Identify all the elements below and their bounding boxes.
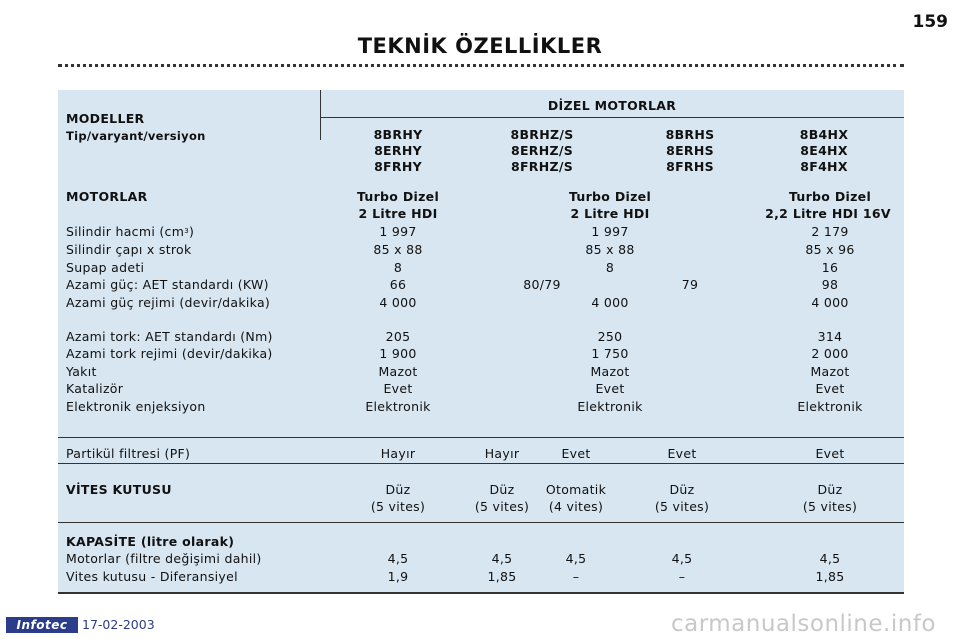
engine-type: Turbo Dizel [356,189,440,204]
row-value: 85 x 96 [805,242,855,257]
row-value: 4,5 [565,551,587,566]
row-label: Silindir hacmi $(cm^3)$ [66,224,195,239]
row-value: Evet [561,446,591,461]
model-code: 8ERHZ/S [510,143,574,158]
row-value: 1 900 [379,346,417,361]
row-label: Yakıt [66,364,97,379]
row-label: Katalizör [66,381,124,396]
row-value: 4,5 [387,551,409,566]
engine-name: 2,2 Litre HDI 16V [765,206,891,221]
model-code: 8E4HX [800,143,848,158]
model-code: 8FRHS [666,159,714,174]
page-number: 159 [912,12,948,32]
engines-divider [58,437,904,438]
row-value: 1,85 [815,569,845,584]
watermark: carmanualsonline.info [670,611,936,637]
row-value: 79 [681,277,699,292]
row-value: Düz [669,482,695,497]
row-value: Düz [817,482,843,497]
row-value: (5 vites) [474,499,530,514]
row-value: Elektronik [577,399,643,414]
row-value: 1 997 [591,224,629,239]
row-value: 314 [817,329,843,344]
dotted-divider [58,64,904,67]
row-value: 250 [597,329,623,344]
models-label: MODELLER [66,111,145,126]
row-value: Mazot [590,364,630,379]
row-value: – [572,569,580,584]
row-value: Düz [489,482,515,497]
model-code: 8ERHY [374,143,422,158]
row-value: 66 [389,277,407,292]
row-value: 4 000 [591,295,629,310]
engines-label: MOTORLAR [66,189,148,204]
row-value: 4,5 [491,551,513,566]
row-label: Supap adeti [66,260,145,275]
row-label: Elektronik enjeksiyon [66,399,206,414]
engine-type: Turbo Dizel [568,189,652,204]
row-label: Azami tork: AET standardı (Nm) [66,329,273,344]
model-code: 8B4HX [799,127,849,142]
row-label: Motorlar (filtre değişimi dahil) [66,551,262,566]
filter-label: Partikül filtresi (PF) [66,446,191,461]
row-value: 8 [605,260,615,275]
row-value: Hayır [484,446,520,461]
row-label: Vites kutusu - Diferansiyel [66,569,238,584]
row-value: 205 [385,329,411,344]
row-value: Evet [595,381,625,396]
group-label: DİZEL MOTORLAR [547,98,677,113]
row-value: 8 [393,260,403,275]
row-value: Hayır [380,446,416,461]
row-label: Azami güç: AET standardı (KW) [66,277,269,292]
engine-type: Turbo Dizel [788,189,872,204]
row-value: 4,5 [671,551,693,566]
row-label: Azami güç rejimi (devir/dakika) [66,295,271,310]
row-label: Silindir çapı x strok [66,242,192,257]
row-value: Evet [667,446,697,461]
row-value: (5 vites) [370,499,426,514]
row-value: 2 179 [811,224,849,239]
model-code: 8FRHZ/S [510,159,574,174]
row-value: (4 vites) [548,499,604,514]
model-code: 8FRHY [374,159,422,174]
model-code: 8BRHS [665,127,715,142]
capacity-label: KAPASİTE (litre olarak) [66,534,235,549]
row-value: Mazot [810,364,850,379]
row-value: 98 [821,277,839,292]
row-value: 85 x 88 [585,242,635,257]
header-divider [320,90,321,140]
engine-name: 2 Litre HDI [570,206,650,221]
row-value: 4 000 [379,295,417,310]
type-label: Tip/varyant/versiyon [66,129,206,143]
row-value: 4,5 [819,551,841,566]
row-value: Mazot [378,364,418,379]
row-value: (5 vites) [802,499,858,514]
model-code: 8F4HX [800,159,848,174]
row-value: 85 x 88 [373,242,423,257]
row-value: Evet [815,381,845,396]
gearbox-label: VİTES KUTUSU [66,482,172,497]
filter-divider [58,463,904,464]
row-value: Evet [815,446,845,461]
row-value: (5 vites) [654,499,710,514]
group-underline [320,117,904,118]
row-value: 1,9 [387,569,409,584]
infotec-logo: Infotec [6,617,78,633]
row-value: Otomatik [545,482,607,497]
row-value: 1 750 [591,346,629,361]
row-value: Elektronik [365,399,431,414]
footer-date: 17-02-2003 [82,617,155,632]
row-value: 1 997 [379,224,417,239]
row-value: 80/79 [523,277,561,292]
model-code: 8BRHY [373,127,423,142]
engine-name: 2 Litre HDI [358,206,438,221]
row-label: Azami tork rejimi (devir/dakika) [66,346,273,361]
model-code: 8ERHS [666,143,714,158]
page-title: TEKNİK ÖZELLİKLER [357,34,603,58]
row-value: Düz [385,482,411,497]
row-value: – [678,569,686,584]
model-code: 8BRHZ/S [510,127,574,142]
row-value: 4 000 [811,295,849,310]
row-value: 1,85 [487,569,517,584]
row-value: 16 [821,260,839,275]
row-value: Elektronik [797,399,863,414]
row-value: Evet [383,381,413,396]
gearbox-divider [58,522,904,523]
row-value: 2 000 [811,346,849,361]
